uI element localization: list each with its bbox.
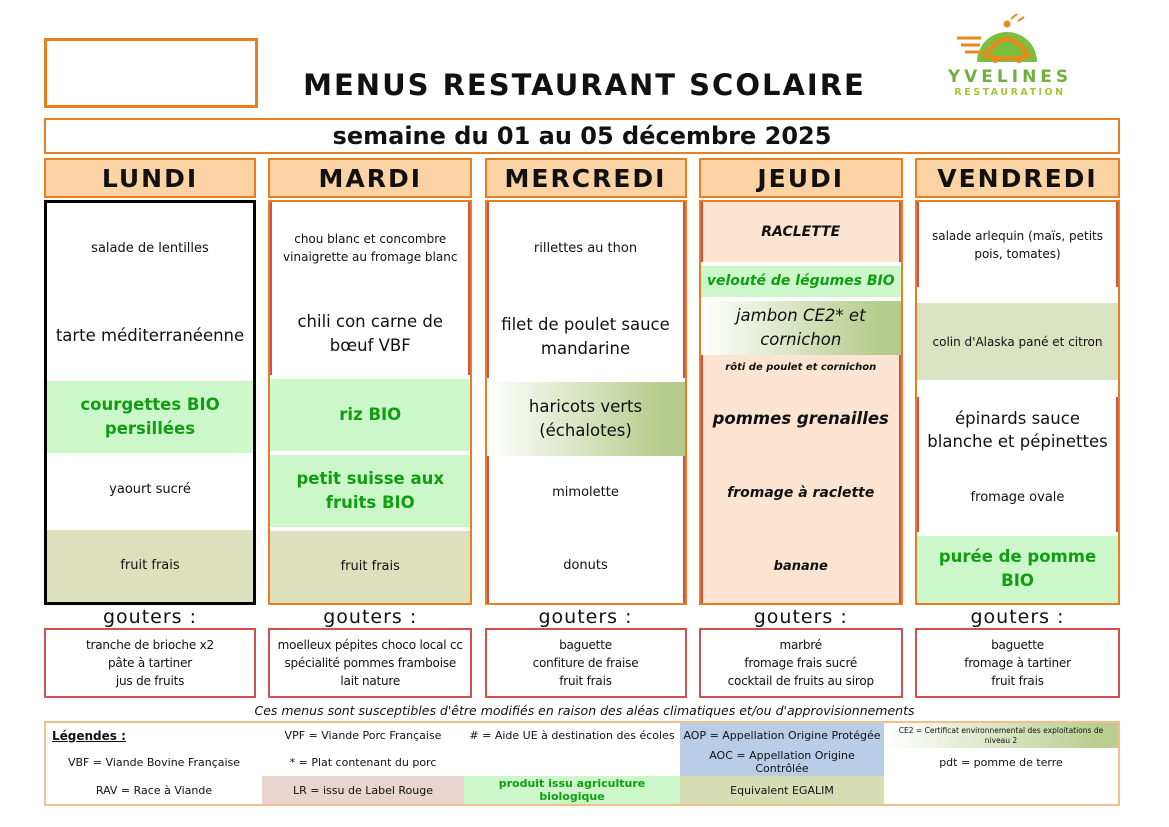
top-bar (0, 0, 1169, 118)
legend-egalim: Equivalent EGALIM (680, 776, 884, 804)
cloche-dome-icon (955, 12, 1065, 64)
days-row (44, 158, 1120, 698)
menu-item: rillettes au thon (533, 240, 638, 256)
gouter-item: confiture de fraise (532, 656, 639, 670)
legend-title: Légendes : (52, 728, 126, 743)
legend-empty-1 (464, 748, 680, 776)
menu-box-vendredi (915, 200, 1120, 605)
disclaimer-note: Ces menus sont susceptibles d'être modifiés en raison des aléas climatiques et/ou d'approvisionnements (254, 703, 915, 718)
gouter-box-mercredi (485, 628, 687, 698)
legend-aop: AOP = Appellation Origine Protégée (680, 723, 884, 748)
gouter-item: fruit frais (991, 674, 1044, 688)
menu-item: haricots verts (échalotes) (487, 378, 685, 456)
menu-item: courgettes BIO persillées (47, 377, 253, 453)
day-header-mercredi: MERCREDI (485, 158, 687, 198)
menu-item: pommes grenailles (712, 408, 889, 428)
gouter-label: gouters : (538, 605, 633, 628)
menu-item: filet de poulet sauce mandarine (501, 314, 670, 358)
gouter-item: cocktail de fruits au sirop (727, 674, 874, 688)
menu-item: fromage ovale (970, 490, 1065, 506)
menu-item: RACLETTE (761, 223, 841, 240)
menu-box-jeudi (699, 200, 903, 605)
legend-ce2: CE2 = Certificat environnemental des exploitations de niveau 2 (884, 723, 1118, 748)
day-header-jeudi: JEUDI (699, 158, 903, 198)
legend-bio: produit issu agriculture biologique (464, 776, 680, 804)
gouter-item: fromage à tartiner (964, 656, 1071, 670)
legend-aide-ue: # = Aide UE à destination des écoles (469, 729, 675, 742)
legend-rav: RAV = Race à Viande (95, 783, 213, 797)
gouter-item: lait nature (340, 674, 401, 688)
gouter-item: spécialité pommes framboise (284, 656, 457, 670)
gouter-box-jeudi (699, 628, 903, 698)
logo-text-restauration: RESTAURATION (954, 87, 1066, 98)
day-column-jeudi (699, 158, 903, 698)
gouter-label: gouters : (102, 605, 198, 628)
page-title: MENUS RESTAURANT SCOLAIRE (303, 68, 866, 102)
gouter-item: fruit frais (559, 674, 612, 688)
menu-item: salade arlequin (maïs, petits pois, tomates) (931, 228, 1104, 261)
day-column-vendredi (915, 158, 1120, 698)
gouter-box-lundi (44, 628, 256, 698)
menu-box-mercredi (485, 200, 687, 605)
gouter-item: baguette (559, 638, 612, 652)
menu-box-mardi (268, 200, 472, 605)
gouter-item: baguette (991, 638, 1044, 652)
menu-item: épinards sauce blanche et pépinettes (927, 408, 1108, 452)
menu-item: banane (773, 558, 828, 574)
menu-item: salade de lentilles (91, 241, 209, 257)
day-header-lundi: LUNDI (44, 158, 256, 198)
menu-item: jambon CE2* et cornichon (701, 297, 901, 354)
gouter-box-mardi (268, 628, 472, 698)
menu-item: purée de pomme BIO (917, 532, 1118, 603)
gouter-item: marbré (779, 638, 822, 652)
menu-item: velouté de légumes BIO (701, 262, 901, 297)
gouter-item: pâte à tartiner (108, 656, 192, 670)
day-column-mercredi (485, 158, 687, 698)
gouter-item: moelleux pépites choco local cc (277, 638, 463, 652)
gouter-label: gouters : (970, 605, 1065, 628)
legend-box (44, 721, 1120, 806)
legend-porc: * = Plat contenant du porc (289, 755, 437, 769)
gouter-label: gouters : (753, 605, 848, 628)
menu-item: fruit frais (47, 526, 253, 602)
menu-item: chili con carne de bœuf VBF (297, 312, 444, 356)
legend-aoc: AOC = Appellation Origine Contrôlée (680, 748, 884, 776)
legend-vpf: VPF = Viande Porc Française (284, 729, 442, 742)
menu-item: mimolette (552, 484, 619, 500)
menu-item: yaourt sucré (109, 481, 191, 497)
gouter-box-vendredi (915, 628, 1120, 698)
menu-box-lundi (44, 200, 256, 605)
legend-vbf: VBF = Viande Bovine Française (67, 755, 241, 769)
gouter-item: jus de fruits (115, 674, 185, 688)
week-banner: semaine du 01 au 05 décembre 2025 (44, 118, 1120, 154)
day-header-vendredi: VENDREDI (915, 158, 1120, 198)
menu-item: donuts (563, 558, 608, 574)
menu-item: tarte méditerranéenne (55, 325, 245, 345)
logo-text-yvelines: YVELINES (947, 67, 1073, 87)
menu-item: fromage à raclette (727, 485, 875, 502)
menu-item: rôti de poulet et cornichon (725, 361, 877, 373)
menu-item: riz BIO (270, 375, 470, 451)
menu-item: chou blanc et concombre vinaigrette au fromage blanc (283, 231, 458, 264)
gouter-item: tranche de brioche x2 (86, 638, 214, 652)
legend-pdt: pdt = pomme de terre (939, 755, 1063, 769)
gouter-item: fromage frais sucré (744, 656, 858, 670)
menu-item: colin d'Alaska pané et citron (917, 287, 1118, 396)
legend-empty-2 (884, 776, 1118, 804)
day-column-mardi (268, 158, 472, 698)
day-column-lundi (44, 158, 256, 698)
day-header-mardi: MARDI (268, 158, 472, 198)
menu-item: petit suisse aux fruits BIO (270, 451, 470, 527)
gouter-label: gouters : (323, 605, 418, 628)
yvelines-logo (945, 12, 1075, 98)
legend-label-rouge: LR = issu de Label Rouge (262, 776, 464, 804)
menu-item: fruit frais (270, 527, 470, 603)
